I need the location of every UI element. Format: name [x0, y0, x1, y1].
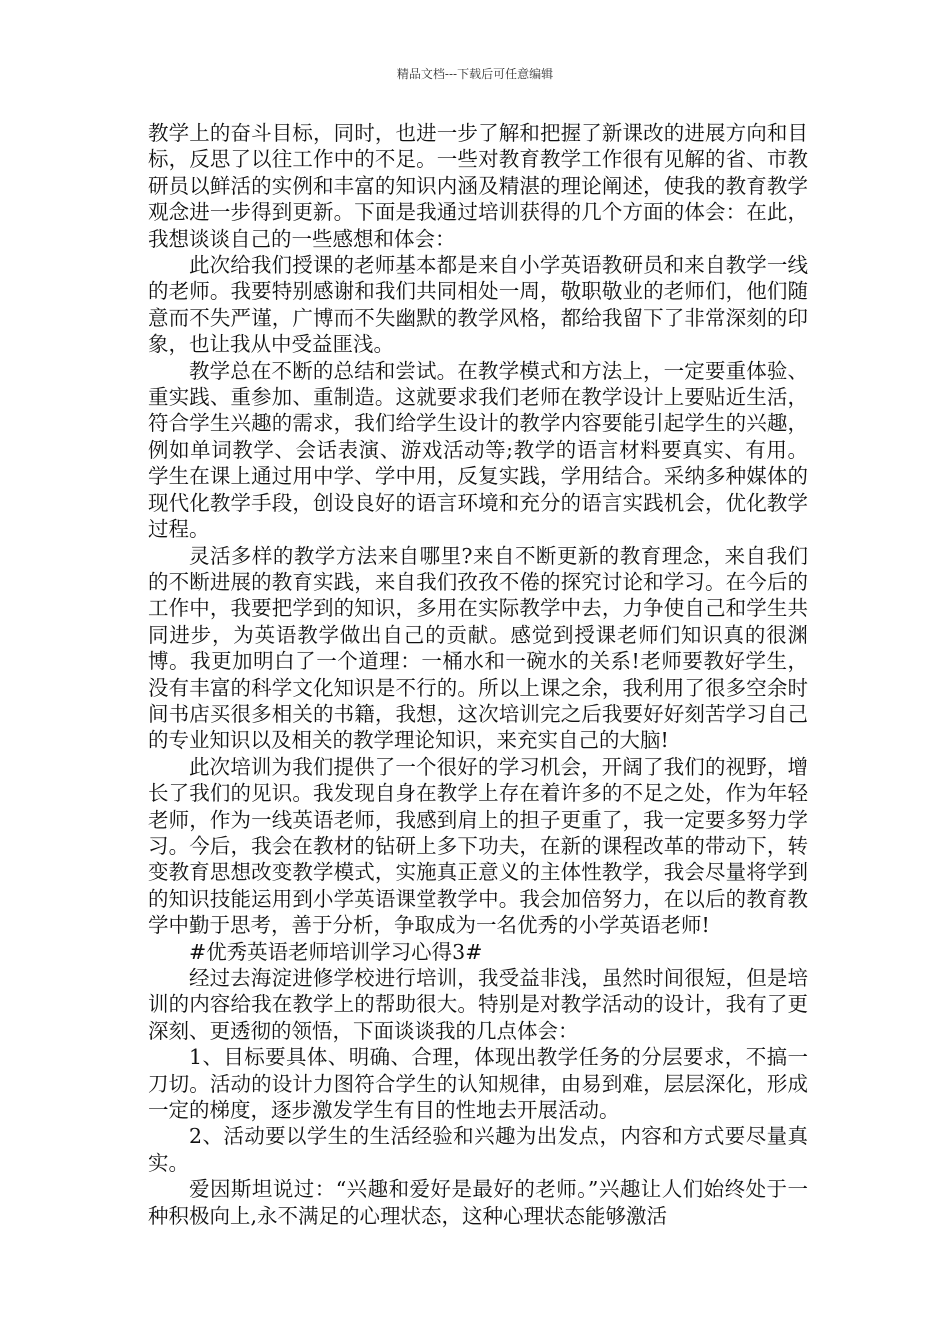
paragraph: 灵活多样的教学方法来自哪里?来自不断更新的教育理念，来自我们的不断进展的教育实践，来自我们孜孜不倦的探究讨论和学习。在今后的工作中，我要把学到的知识，多用在实际教学中去，力争使自己和学生共同进步，为英语教学做出自己的贡献。感觉到授课老师们知识真的很渊博。我更加明白了一个道理：一桶水和一碗水的关系!老师要教好学生，没有丰富的科学文化知识是不行的。所以上课之余，我利用了很多空余时间书店买很多相关的书籍，我想，这次培训完之后我要好好刻苦学习自己的专业知识以及相关的教学理论知识，来充实自己的大脑!: [148, 543, 808, 753]
paragraph: 教学总在不断的总结和尝试。在教学模式和方法上，一定要重体验、重实践、重参加、重制造。这就要求我们老师在教学设计上要贴近生活，符合学生兴趣的需求，我们给学生设计的教学内容要能引起学生的兴趣，例如单词教学、会话表演、游戏活动等;教学的语言材料要真实、有用。学生在课上通过用中学、学中用，反复实践，学用结合。采纳多种媒体的现代化教学手段，创设良好的语言环境和充分的语言实践机会，优化教学过程。: [148, 358, 808, 542]
document-body: [148, 120, 808, 1229]
paragraph: 此次培训为我们提供了一个很好的学习机会，开阔了我们的视野，增长了我们的见识。我发现自身在教学上存在着许多的不足之处，作为年轻老师，作为一线英语老师，我感到肩上的担子更重了，我一定要多努力学习。今后，我会在教材的钻研上多下功夫，在新的课程改革的带动下，转变教育思想改变教学模式，实施真正意义的主体性教学，我会尽量将学到的知识技能运用到小学英语课堂教学中。我会加倍努力，在以后的教育教学中勤于思考，善于分析，争取成为一名优秀的小学英语老师!: [148, 754, 808, 938]
paragraph: 经过去海淀进修学校进行培训，我受益非浅，虽然时间很短，但是培训的内容给我在教学上的帮助很大。特别是对教学活动的设计，我有了更深刻、更透彻的领悟，下面谈谈我的几点体会：: [148, 966, 808, 1043]
list-item: 1、目标要具体、明确、合理，体现出教学任务的分层要求，不搞一刀切。活动的设计力图符合学生的认知规律，由易到难，层层深化，形成一定的梯度，逐步激发学生有目的性地去开展活动。: [148, 1045, 808, 1123]
page-header: 精品文档---下载后可任意编辑: [396, 67, 554, 81]
section-heading: #优秀英语老师培训学习心得3#: [189, 939, 483, 964]
list-item: 2、活动要以学生的生活经验和兴趣为出发点，内容和方式要尽量真实。: [148, 1124, 808, 1175]
paragraph: 此次给我们授课的老师基本都是来自小学英语教研员和来自教学一线的老师。我要特别感谢和我们共同相处一周，敬职敬业的老师们，他们随意而不失严谨，广博而不失幽默的教学风格，都给我留下了非常深刻的印象，也让我从中受益匪浅。: [148, 253, 808, 357]
paragraph: 爱因斯坦说过：“兴趣和爱好是最好的老师。”兴趣让人们始终处于一种积极向上,永不满足的心理状态，这种心理状态能够激活: [148, 1177, 808, 1228]
paragraph: 教学上的奋斗目标，同时，也进一步了解和把握了新课改的进展方向和目标，反思了以往工作中的不足。一些对教育教学工作很有见解的省、市教研员以鲜活的实例和丰富的知识内涵及精湛的理论阐述，使我的教育教学观念进一步得到更新。下面是我通过培训获得的几个方面的体会：在此，我想谈谈自己的一些感想和体会：: [148, 121, 808, 251]
